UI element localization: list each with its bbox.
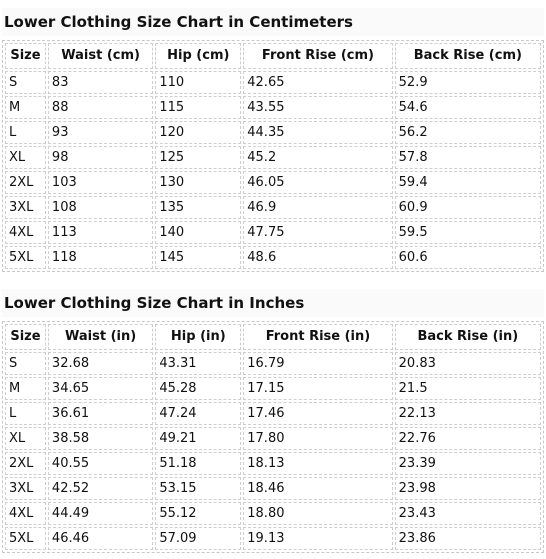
cell-waist: 32.68: [48, 352, 153, 375]
cell-size: 5XL: [5, 246, 46, 269]
cell-back-rise: 57.8: [395, 146, 541, 169]
cell-size: 4XL: [5, 221, 46, 244]
in-section: [2, 289, 544, 553]
table-row: [5, 427, 541, 450]
cell-waist: 108: [48, 196, 153, 219]
table-row: [5, 121, 541, 144]
cell-waist: 38.58: [48, 427, 153, 450]
cell-waist: 34.65: [48, 377, 153, 400]
cell-hip: 55.12: [155, 502, 241, 525]
cell-front-rise: 17.80: [243, 427, 392, 450]
cell-waist: 113: [48, 221, 153, 244]
column-header-size: Size: [5, 43, 46, 69]
cell-back-rise: 60.6: [395, 246, 541, 269]
table-header-row: [5, 324, 541, 350]
cell-hip: 45.28: [155, 377, 241, 400]
cell-back-rise: 52.9: [395, 71, 541, 94]
table-row: [5, 452, 541, 475]
cell-front-rise: 47.75: [243, 221, 392, 244]
cell-size: S: [5, 352, 46, 375]
cell-hip: 135: [155, 196, 241, 219]
table-row: [5, 71, 541, 94]
column-header-back-rise: Back Rise (cm): [395, 43, 541, 69]
cell-size: 4XL: [5, 502, 46, 525]
cell-front-rise: 17.15: [243, 377, 392, 400]
cell-front-rise: 43.55: [243, 96, 392, 119]
cell-back-rise: 59.4: [395, 171, 541, 194]
cell-back-rise: 59.5: [395, 221, 541, 244]
cell-hip: 145: [155, 246, 241, 269]
cell-front-rise: 17.46: [243, 402, 392, 425]
cell-hip: 47.24: [155, 402, 241, 425]
in-chart-title: Lower Clothing Size Chart in Inches: [2, 289, 544, 317]
cell-size: L: [5, 121, 46, 144]
cell-back-rise: 23.39: [395, 452, 541, 475]
cell-back-rise: 22.13: [395, 402, 541, 425]
cell-waist: 103: [48, 171, 153, 194]
cell-waist: 83: [48, 71, 153, 94]
cell-back-rise: 56.2: [395, 121, 541, 144]
cell-back-rise: 21.5: [395, 377, 541, 400]
cell-back-rise: 20.83: [395, 352, 541, 375]
cell-front-rise: 18.13: [243, 452, 392, 475]
cell-hip: 115: [155, 96, 241, 119]
cell-back-rise: 60.9: [395, 196, 541, 219]
cell-waist: 44.49: [48, 502, 153, 525]
cell-front-rise: 45.2: [243, 146, 392, 169]
cell-size: 2XL: [5, 171, 46, 194]
table-header-row: [5, 43, 541, 69]
cell-size: M: [5, 377, 46, 400]
table-row: [5, 352, 541, 375]
table-row: [5, 146, 541, 169]
cell-front-rise: 19.13: [243, 527, 392, 550]
cell-size: L: [5, 402, 46, 425]
cell-size: 3XL: [5, 477, 46, 500]
column-header-front-rise: Front Rise (in): [243, 324, 392, 350]
cell-front-rise: 46.05: [243, 171, 392, 194]
cell-front-rise: 42.65: [243, 71, 392, 94]
cell-hip: 120: [155, 121, 241, 144]
table-row: [5, 477, 541, 500]
cell-waist: 46.46: [48, 527, 153, 550]
cm-section: [2, 8, 544, 272]
cell-size: 2XL: [5, 452, 46, 475]
cell-hip: 130: [155, 171, 241, 194]
cell-waist: 40.55: [48, 452, 153, 475]
cell-hip: 53.15: [155, 477, 241, 500]
cell-back-rise: 23.43: [395, 502, 541, 525]
column-header-size: Size: [5, 324, 46, 350]
table-row: [5, 527, 541, 550]
cell-hip: 51.18: [155, 452, 241, 475]
cell-front-rise: 18.46: [243, 477, 392, 500]
cell-hip: 140: [155, 221, 241, 244]
cm-size-table: [2, 40, 544, 272]
cell-back-rise: 23.98: [395, 477, 541, 500]
table-row: [5, 402, 541, 425]
column-header-hip: Hip (in): [155, 324, 241, 350]
column-header-hip: Hip (cm): [155, 43, 241, 69]
cell-size: M: [5, 96, 46, 119]
table-row: [5, 171, 541, 194]
cell-waist: 42.52: [48, 477, 153, 500]
cell-back-rise: 54.6: [395, 96, 541, 119]
cell-hip: 49.21: [155, 427, 241, 450]
cell-hip: 125: [155, 146, 241, 169]
cell-back-rise: 23.86: [395, 527, 541, 550]
cell-size: XL: [5, 146, 46, 169]
column-header-waist: Waist (cm): [48, 43, 153, 69]
cell-waist: 36.61: [48, 402, 153, 425]
column-header-back-rise: Back Rise (in): [395, 324, 541, 350]
cell-hip: 57.09: [155, 527, 241, 550]
cell-front-rise: 46.9: [243, 196, 392, 219]
column-header-front-rise: Front Rise (cm): [243, 43, 392, 69]
cell-hip: 110: [155, 71, 241, 94]
table-row: [5, 221, 541, 244]
cell-waist: 93: [48, 121, 153, 144]
cell-size: S: [5, 71, 46, 94]
cell-size: 3XL: [5, 196, 46, 219]
cell-front-rise: 16.79: [243, 352, 392, 375]
in-size-table: [2, 321, 544, 553]
cell-front-rise: 18.80: [243, 502, 392, 525]
table-row: [5, 96, 541, 119]
column-header-waist: Waist (in): [48, 324, 153, 350]
cell-size: 5XL: [5, 527, 46, 550]
table-row: [5, 196, 541, 219]
table-row: [5, 246, 541, 269]
cell-hip: 43.31: [155, 352, 241, 375]
cell-waist: 118: [48, 246, 153, 269]
table-row: [5, 502, 541, 525]
table-row: [5, 377, 541, 400]
cell-waist: 98: [48, 146, 153, 169]
cm-chart-title: Lower Clothing Size Chart in Centimeters: [2, 8, 544, 36]
cell-size: XL: [5, 427, 46, 450]
cell-front-rise: 44.35: [243, 121, 392, 144]
cell-waist: 88: [48, 96, 153, 119]
cell-back-rise: 22.76: [395, 427, 541, 450]
cell-front-rise: 48.6: [243, 246, 392, 269]
